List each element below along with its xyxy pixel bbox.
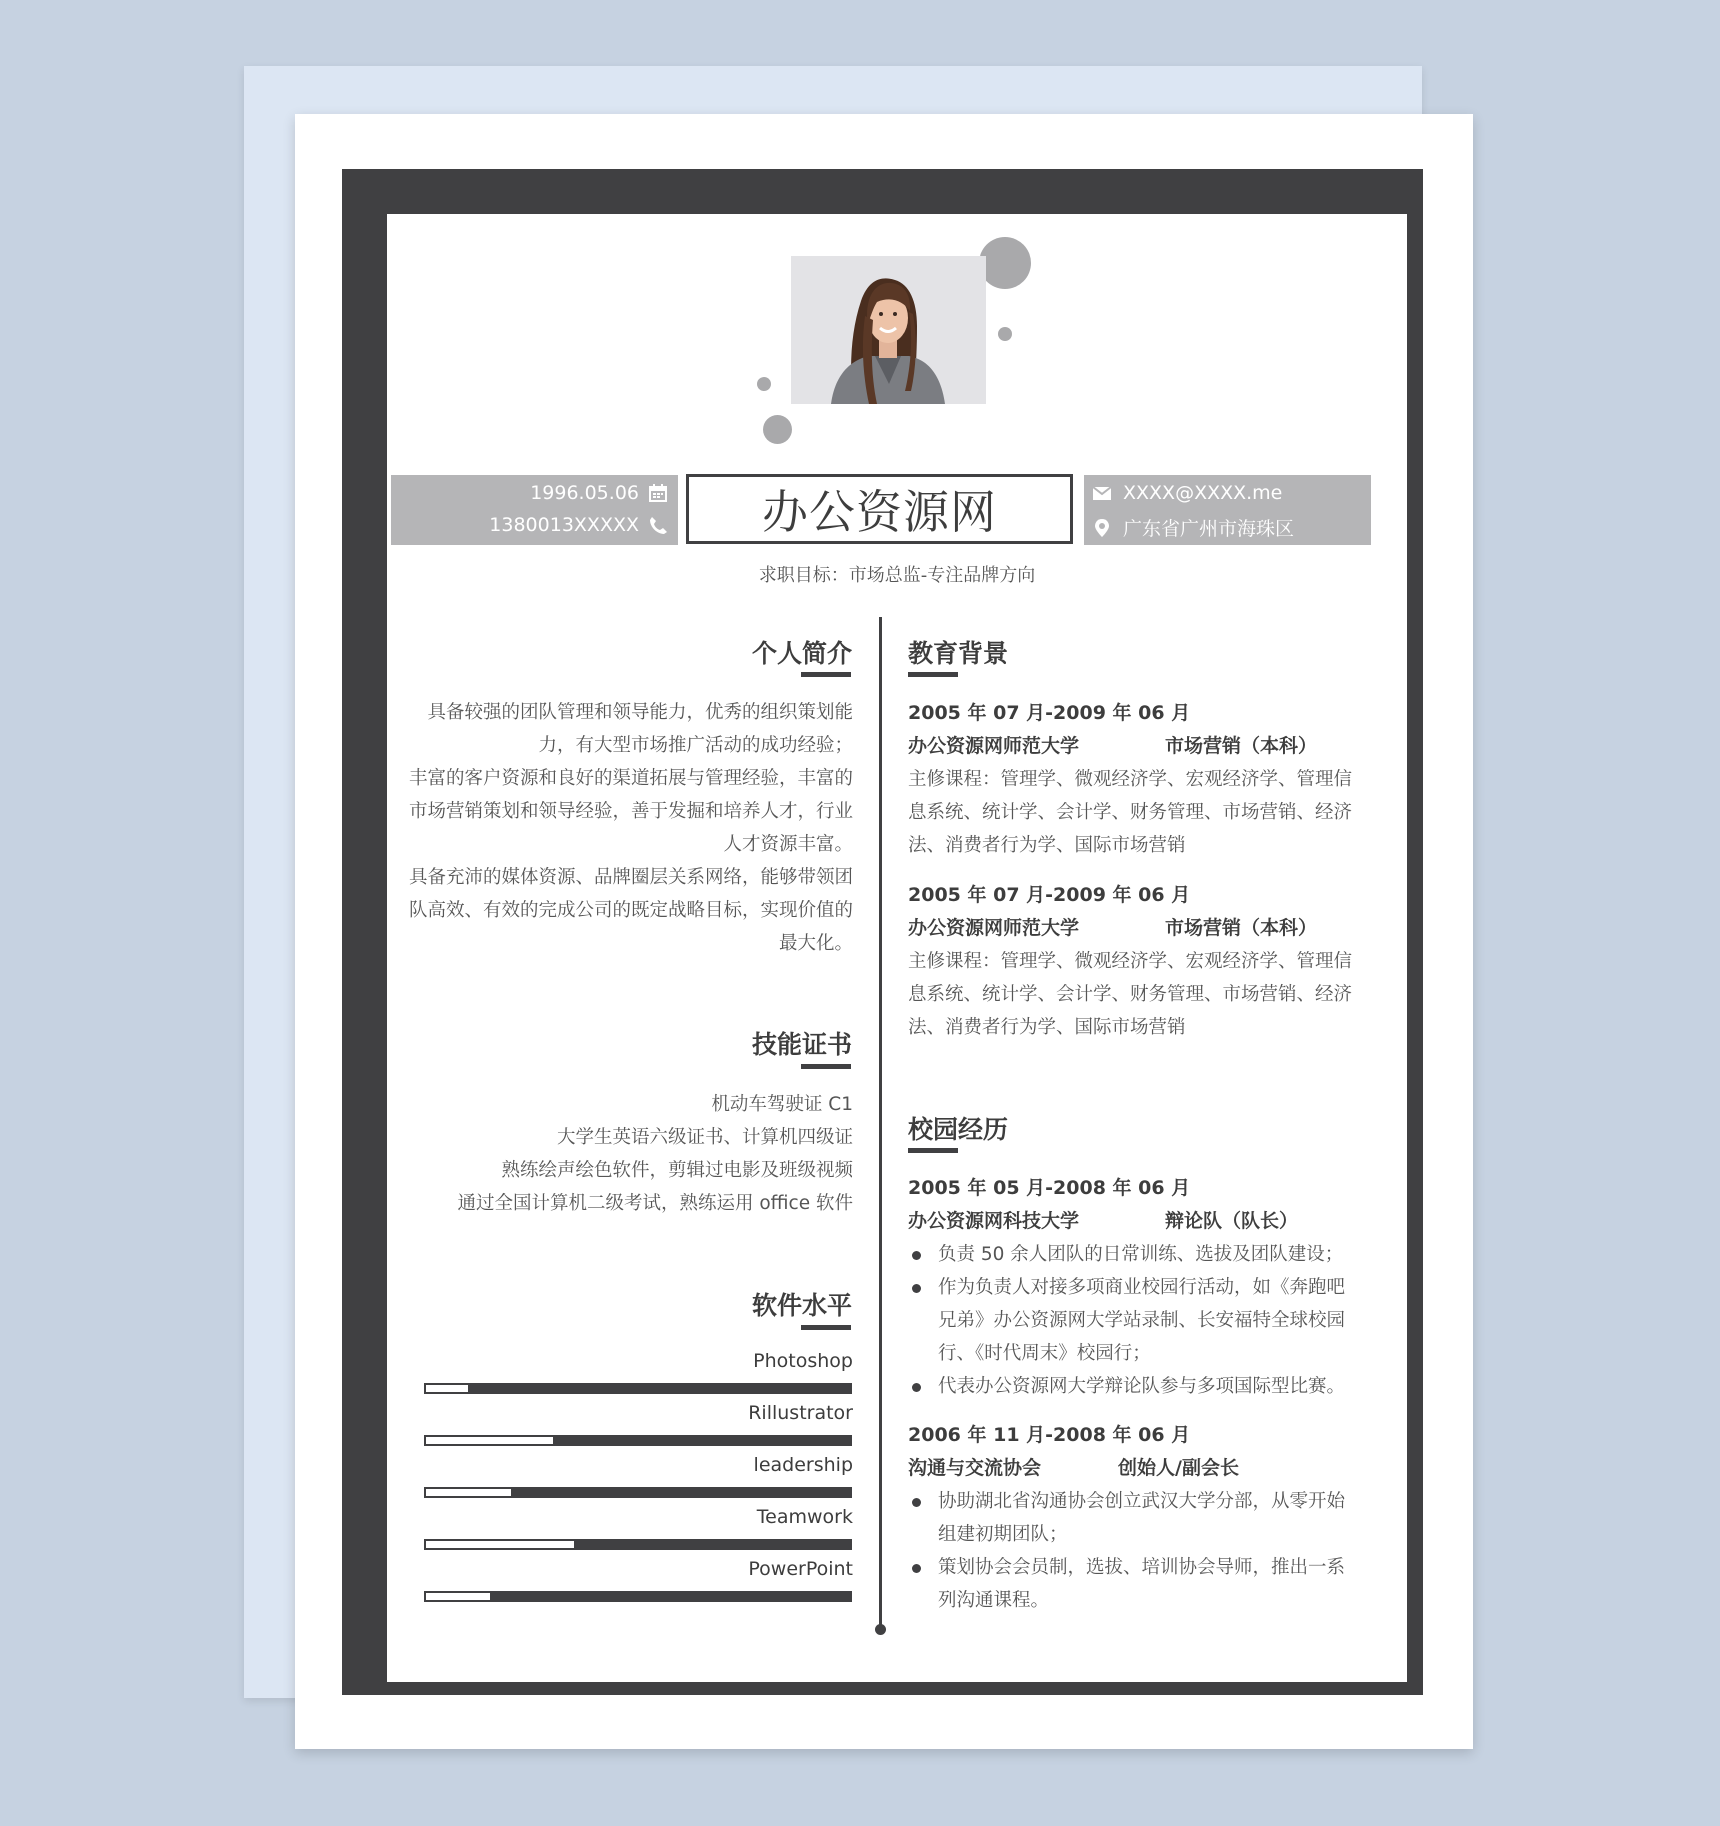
campus-bullet [908, 1485, 1358, 1551]
campus-bullet [908, 1238, 1358, 1271]
intro-heading: 个人简介 [751, 639, 852, 668]
campus-role: 辩论队（队长） [1165, 1210, 1299, 1232]
bullet-dot [912, 1564, 921, 1573]
education-school: 办公资源网师范大学 [908, 735, 1080, 757]
education-courses: 主修课程：管理学、微观经济学、宏观经济学、管理信息系统、统计学、会计学、财务管理、市场营销、经济法、消费者行为学、国际市场营销 [908, 951, 1353, 1038]
intro-paragraph: 丰富的客户资源和良好的渠道拓展与管理经验，丰富的市场营销策划和领导经验，善于发掘和培养人才，行业人才资源丰富。 [408, 768, 853, 855]
certificates-heading-underline [801, 1064, 851, 1069]
skill-bar-fill [426, 1541, 574, 1548]
skill-bar [424, 1591, 852, 1602]
campus-bullet-text: 协助湖北省沟通协会创立武汉大学分部，从零开始组建初期团队； [938, 1491, 1346, 1545]
campus-entry [908, 1419, 1358, 1617]
campus-org-row [908, 1205, 1358, 1238]
decor-dot-small [757, 377, 771, 391]
skill-label: leadership [753, 1454, 853, 1476]
campus-bullet [908, 1271, 1358, 1370]
intro-paragraph: 具备较强的团队管理和领导能力，优秀的组织策划能力，有大型市场推广活动的成功经验； [427, 702, 853, 756]
name-title [686, 474, 1073, 544]
bullet-dot [912, 1498, 921, 1507]
profile-photo [791, 256, 986, 404]
timeline-divider [879, 617, 882, 1627]
education-courses: 主修课程：管理学、微观经济学、宏观经济学、管理信息系统、统计学、会计学、财务管理、市场营销、经济法、消费者行为学、国际市场营销 [908, 769, 1353, 856]
campus-bullet-text: 代表办公资源网大学辩论队参与多项国际型比赛。 [938, 1376, 1346, 1397]
campus-period: 2006 年 11 月-2008 年 06 月 [908, 1424, 1191, 1446]
education-period: 2005 年 07 月-2009 年 06 月 [908, 884, 1191, 906]
campus-bullets [908, 1238, 1358, 1403]
education-period: 2005 年 07 月-2009 年 06 月 [908, 702, 1191, 724]
skill-bar [424, 1487, 852, 1498]
skill-bar [424, 1383, 852, 1394]
education-heading-underline [908, 672, 958, 677]
bullet-dot [912, 1383, 921, 1392]
skill-bar-fill [426, 1593, 490, 1600]
campus-entry [908, 1172, 1358, 1403]
skill-label: Photoshop [753, 1350, 853, 1372]
software-skills [424, 1350, 853, 1610]
phone-number: 1380013XXXXX [489, 514, 639, 536]
campus-bullet [908, 1370, 1358, 1403]
phone-icon [648, 515, 668, 535]
software-heading: 软件水平 [751, 1291, 852, 1320]
campus-bullet-text: 策划协会会员制，选拔、培训协会导师，推出一系列沟通课程。 [938, 1557, 1346, 1611]
campus-bullet-text: 作为负责人对接多项商业校园行活动，如《奔跑吧兄弟》办公资源网大学站录制、长安福特全球校园行、《时代周末》校园行； [938, 1277, 1346, 1364]
campus-org: 沟通与交流协会 [908, 1457, 1042, 1479]
campus-bullets [908, 1485, 1358, 1617]
location-pin-icon [1092, 518, 1112, 538]
skill-bar-fill [426, 1489, 511, 1496]
education-major: 市场营销（本科） [1165, 917, 1318, 939]
certificate-item: 机动车驾驶证 C1 [711, 1094, 853, 1115]
certificate-item: 熟练绘声绘色软件，剪辑过电影及班级视频 [501, 1160, 853, 1181]
contact-band-left [391, 475, 678, 545]
job-objective: 求职目标：市场总监-专注品牌方向 [758, 565, 1036, 586]
education-heading: 教育背景 [908, 639, 1009, 668]
software-heading-underline [801, 1325, 851, 1330]
campus-heading-underline [908, 1148, 958, 1153]
email-address: XXXX@XXXX.me [1123, 482, 1283, 504]
skill-bar-fill [426, 1437, 553, 1444]
certificates-list [395, 1088, 853, 1220]
campus-org-row [908, 1452, 1358, 1485]
decor-dot-small [998, 327, 1012, 341]
certificate-item: 大学生英语六级证书、计算机四级证 [556, 1127, 853, 1148]
candidate-name: 办公资源网 [762, 485, 997, 539]
certificates-heading: 技能证书 [751, 1030, 852, 1059]
campus-role: 创始人/副会长 [1118, 1457, 1239, 1479]
education-school-row [908, 912, 1358, 945]
education-major: 市场营销（本科） [1165, 735, 1318, 757]
education-entry [908, 879, 1358, 1044]
campus-org: 办公资源网科技大学 [908, 1210, 1080, 1232]
bullet-dot [912, 1251, 921, 1260]
decor-dot-medium [763, 415, 792, 444]
campus-bullet-text: 负责 50 余人团队的日常训练、选拔及团队建设； [938, 1244, 1344, 1265]
mail-icon [1092, 483, 1112, 503]
skill-label: PowerPoint [748, 1558, 853, 1580]
timeline-end-dot [875, 1624, 886, 1635]
contact-band-right [1084, 475, 1371, 545]
education-school: 办公资源网师范大学 [908, 917, 1080, 939]
intro-heading-underline [801, 672, 851, 677]
home-address: 广东省广州市海珠区 [1123, 518, 1295, 540]
skill-label: Teamwork [756, 1506, 853, 1528]
education-school-row [908, 730, 1358, 763]
skill-bar-fill [426, 1385, 468, 1392]
campus-heading: 校园经历 [908, 1115, 1009, 1144]
skill-bar [424, 1539, 852, 1550]
skill-bar [424, 1435, 852, 1446]
skill-label: Rillustrator [748, 1402, 853, 1424]
certificate-item: 通过全国计算机二级考试，熟练运用 office 软件 [457, 1193, 853, 1214]
decor-dot-large [979, 237, 1031, 289]
campus-bullet [908, 1551, 1358, 1617]
intro-text [395, 696, 853, 960]
intro-paragraph: 具备充沛的媒体资源、品牌圈层关系网络，能够带领团队高效、有效的完成公司的既定战略目标，实现价值的最大化。 [408, 867, 853, 954]
bullet-dot [912, 1284, 921, 1293]
birth-date: 1996.05.06 [530, 482, 639, 504]
education-entry [908, 697, 1358, 862]
calendar-icon [648, 483, 668, 503]
campus-period: 2005 年 05 月-2008 年 06 月 [908, 1177, 1191, 1199]
